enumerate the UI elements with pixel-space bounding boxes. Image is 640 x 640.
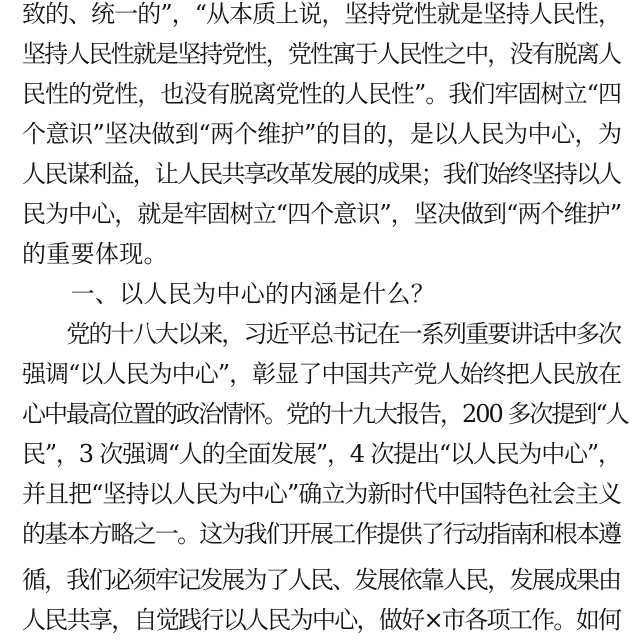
text-line: 并且把“坚持以人民为中心”确立为新时代中国特色社会主义 (22, 480, 622, 508)
text-line: 民为中心，就是牢固树立“四个意识”，坚决做到“两个维护” (22, 200, 622, 228)
text-line: 循，我们必须牢记发展为了人民、发展依靠人民，发展成果由 (22, 566, 621, 594)
text-line: 个意识”坚决做到“两个维护”的目的，是以人民为中心，为 (22, 120, 622, 148)
text-line: 强调“以人民为中心”，彰显了中国共产党人始终把人民放在 (22, 360, 622, 388)
text-line: 的重要体现。 (22, 240, 168, 268)
section-heading: 一、以人民为中心的内涵是什么？ (22, 280, 436, 308)
paragraph-block-top (22, 0, 628, 554)
text-line: 的基本方略之一。这为我们开展工作提供了行动指南和根本遵 (22, 520, 621, 548)
text-line: 党的十八大以来，习近平总书记在一系列重要讲话中多次 (22, 320, 621, 348)
text-line: 致的、统一的”，“从本质上说，坚持党性就是坚持人民性， (22, 0, 622, 28)
text-line: 民”，3 次强调“人的全面发展”，4 次提出“以人民为中心”， (22, 440, 621, 468)
text-line: 人民谋利益，让人民共享改革发展的成果；我们始终坚持以人 (22, 160, 621, 188)
paragraph-block-bottom (22, 560, 622, 640)
text-line: 坚持人民性就是坚持党性，党性寓于人民性之中，没有脱离人 (22, 40, 621, 68)
text-line: 人民共享，自觉践行以人民为中心，做好×市各项工作。如何 (22, 606, 621, 634)
text-line: 心中最高位置的政治情怀。党的十九大报告，200 多次提到“人 (22, 400, 628, 428)
text-line: 民性的党性，也没有脱离党性的人民性”。我们牢固树立“四 (22, 80, 622, 108)
